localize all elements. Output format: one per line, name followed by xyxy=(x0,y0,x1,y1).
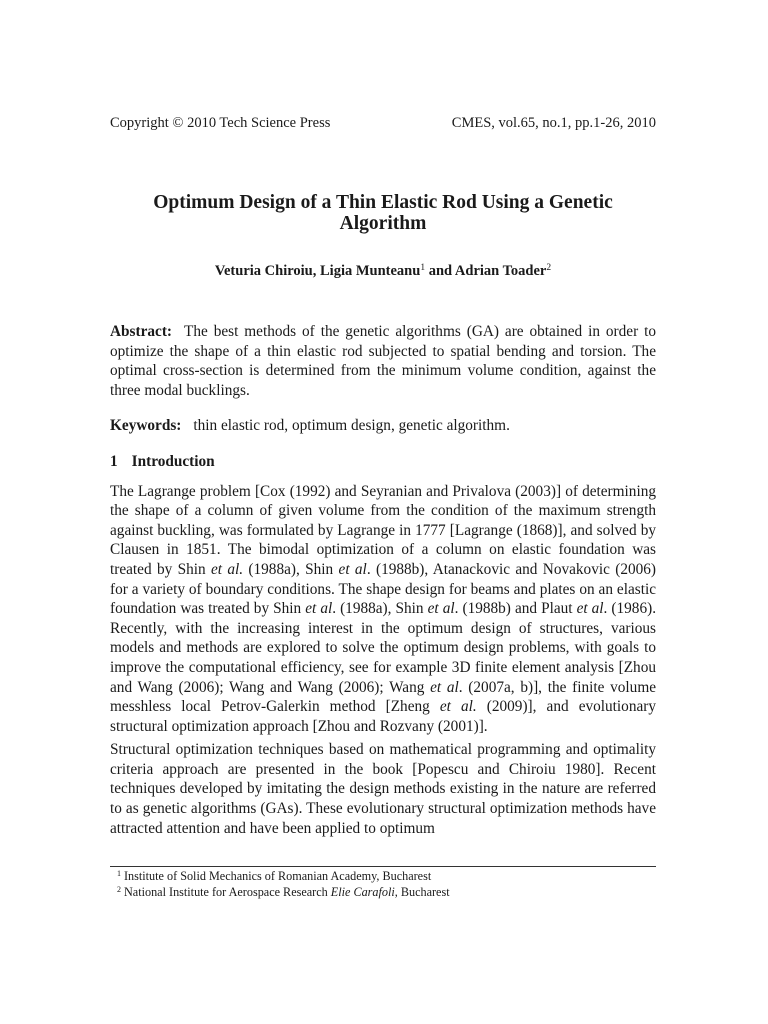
text-run: . (1988b) and Plaut xyxy=(454,600,577,618)
text-run-italic: et al. xyxy=(439,698,477,716)
keywords-label: Keywords: xyxy=(110,417,182,435)
intro-paragraph xyxy=(110,482,656,737)
main-text xyxy=(110,322,656,838)
keywords xyxy=(110,416,656,436)
section-title: Introduction xyxy=(131,452,215,470)
footnote xyxy=(117,869,657,885)
text-run-italic: et al xyxy=(427,600,455,618)
intro-paragraph: Structural optimization techniques based on mathematical programming and optimality criteria approach are presented in the book [Popescu and Chiroiu 1980]. Recent techniques developed by imitating the design methods existing in the nature are referred to as genetic algorithms (GAs). These evolutionary structural optimization methods have attracted attention and have been applied to optimum xyxy=(110,741,656,837)
text-run: (1988a), Shin xyxy=(243,560,339,578)
text-run: The Lagrange problem [Cox (1992) and Seyranian and Privalova (2003)] of determining the shape of a column of given volume from the condition of the maximum strength against buckling, was formulated by Lagrange in 1777 [Lagrange (1868)], and solved by Clausen in 1851. The bimodal optimization of a column on elastic foundation was treated by Shin xyxy=(110,482,656,578)
text-run: (2009)], and evolutionary structural optimization approach [Zhou and Rozvany (2001)]. xyxy=(110,698,657,735)
footnote-marker: 2 xyxy=(117,884,121,894)
footnote-text: Institute of Solid Mechanics of Romanian Academy, Bucharest xyxy=(124,869,432,883)
footnote-marker: 1 xyxy=(117,869,121,878)
footnote-text-italic: Elie Carafoli xyxy=(330,884,395,899)
footnote xyxy=(117,885,657,901)
section-number: 1 xyxy=(110,452,118,470)
text-run: . (2007a, b)], the finite volume messhless local Petrov-Galerkin method [Zheng xyxy=(110,678,657,716)
abstract xyxy=(110,322,656,400)
text-run: . (1988b), Atanackovic and Novakovic (2006) for a variety of boundary conditions. The shape design for beams and plates on an elastic foundation was treated by Shin xyxy=(110,560,657,618)
text-run: . (1988a), Shin xyxy=(332,600,428,618)
affiliation-marker: 2 xyxy=(546,263,552,273)
footnotes xyxy=(117,869,657,900)
footnote-text: National Institute for Aerospace Research xyxy=(124,884,331,899)
section-heading xyxy=(110,452,656,472)
abstract-label: Abstract: xyxy=(110,323,173,340)
affiliation-marker: 1 xyxy=(420,263,426,273)
paper-title: Optimum Design of a Thin Elastic Rod Using a Genetic Algorithm xyxy=(153,192,613,234)
text-run-italic: et al xyxy=(338,560,367,578)
footnote-text: , Bucharest xyxy=(394,884,450,899)
journal-citation: CMES, vol.65, no.1, pp.1-26, 2010 xyxy=(451,115,656,131)
author-conjunction: and xyxy=(425,263,455,279)
text-run: . (1986). Recently, with the increasing interest in the optimum design of structures, various models and methods are explored to solve the optimum design problems, with goals to improve the computational efficiency, see for example 3D finite element analysis [Zhou and Wang (2006); Wang and Wang (2006); Wang xyxy=(110,600,657,696)
keywords-text: thin elastic rod, optimum design, genetic algorithm. xyxy=(193,417,510,435)
author-name: Veturia Chiroiu, xyxy=(214,263,320,279)
copyright-notice: Copyright © 2010 Tech Science Press xyxy=(110,115,331,131)
text-run-italic: et al. xyxy=(210,560,244,578)
author-list xyxy=(110,263,656,280)
author-name: Adrian Toader xyxy=(454,263,547,279)
footnote-divider xyxy=(110,866,656,867)
abstract-text: The best methods of the genetic algorithms (GA) are obtained in order to optimize the shape of a thin elastic rod subjected to spatial bending and torsion. The optimal cross-section is determined from the minimum volume condition, against the three modal bucklings. xyxy=(110,323,656,399)
author-name: Ligia Munteanu xyxy=(320,263,421,279)
text-run-italic: et al xyxy=(576,600,604,618)
running-header xyxy=(110,115,656,132)
text-run-italic: et al xyxy=(305,600,333,618)
text-run-italic: et al xyxy=(430,678,459,696)
